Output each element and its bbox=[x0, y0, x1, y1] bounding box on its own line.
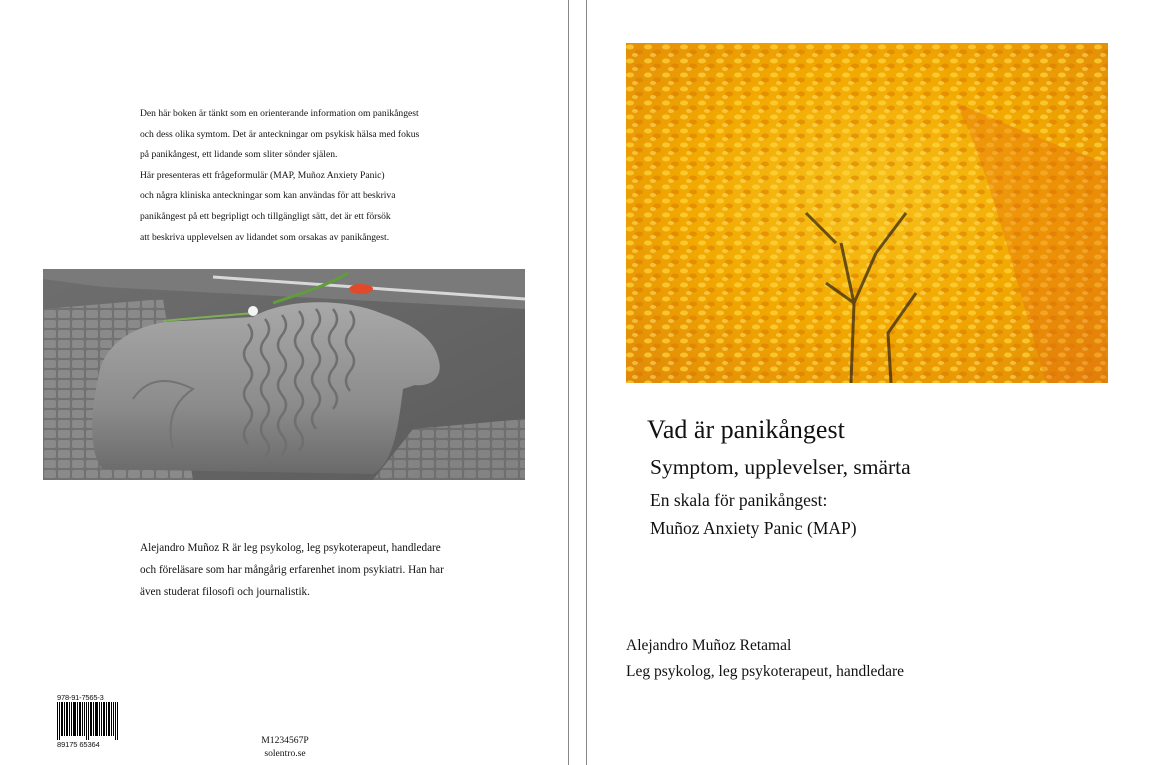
back-cover-author-bio bbox=[140, 537, 500, 604]
blurb-line: Här presenteras ett frågeformulär (MAP, Muñoz Anxiety Panic) bbox=[140, 169, 385, 181]
barcode-bars bbox=[57, 702, 119, 740]
front-author-name: Alejandro Muñoz Retamal bbox=[626, 637, 792, 654]
barcode-digits: 89175 65364 bbox=[57, 740, 100, 749]
book-subtitle: Symptom, upplevelser, smärta bbox=[650, 455, 911, 479]
front-author-credentials: Leg psykolog, leg psykoterapeut, handledare bbox=[626, 663, 905, 680]
publisher-code: M1234567P bbox=[261, 735, 309, 746]
author-bio-line: även studerat filosofi och journalistik. bbox=[140, 586, 310, 599]
blurb-line: Den här boken är tänkt som en orienterande information om panikångest bbox=[140, 108, 419, 119]
isbn-number: 978-91-7565-3 bbox=[57, 693, 104, 702]
blurb-line: på panikångest, ett lidande som sliter sönder själen. bbox=[140, 149, 338, 161]
blurb-line: panikångest på ett begripligt och tillgängligt sätt, det är ett försök bbox=[140, 210, 391, 222]
scale-heading: En skala för panikångest: bbox=[650, 490, 828, 510]
spine-line-left bbox=[568, 0, 569, 765]
author-bio-line: och föreläsare som har mångårig erfarenhet inom psykiatri. Han har bbox=[140, 564, 444, 577]
lion-sculpture-photo bbox=[43, 269, 525, 480]
scale-name: Muñoz Anxiety Panic (MAP) bbox=[650, 518, 857, 538]
author-bio-line: Alejandro Muñoz R är leg psykolog, leg psykoterapeut, handledare bbox=[140, 542, 441, 554]
blurb-line: och dess olika symtom. Det är anteckningar om psykisk hälsa med fokus bbox=[140, 128, 420, 140]
book-title: Vad är panikångest bbox=[647, 415, 845, 444]
publisher-info bbox=[240, 734, 330, 760]
blurb-line: att beskriva upplevelsen av lidandet som orsakas av panikångest. bbox=[140, 231, 390, 243]
spine-line-right bbox=[586, 0, 587, 765]
isbn-barcode bbox=[57, 693, 121, 753]
blurb-line: och några kliniska anteckningar som kan användas för att beskriva bbox=[140, 190, 396, 202]
publisher-site: solentro.se bbox=[264, 748, 306, 759]
autumn-tree-photo bbox=[626, 43, 1108, 383]
back-cover-blurb bbox=[140, 104, 470, 248]
